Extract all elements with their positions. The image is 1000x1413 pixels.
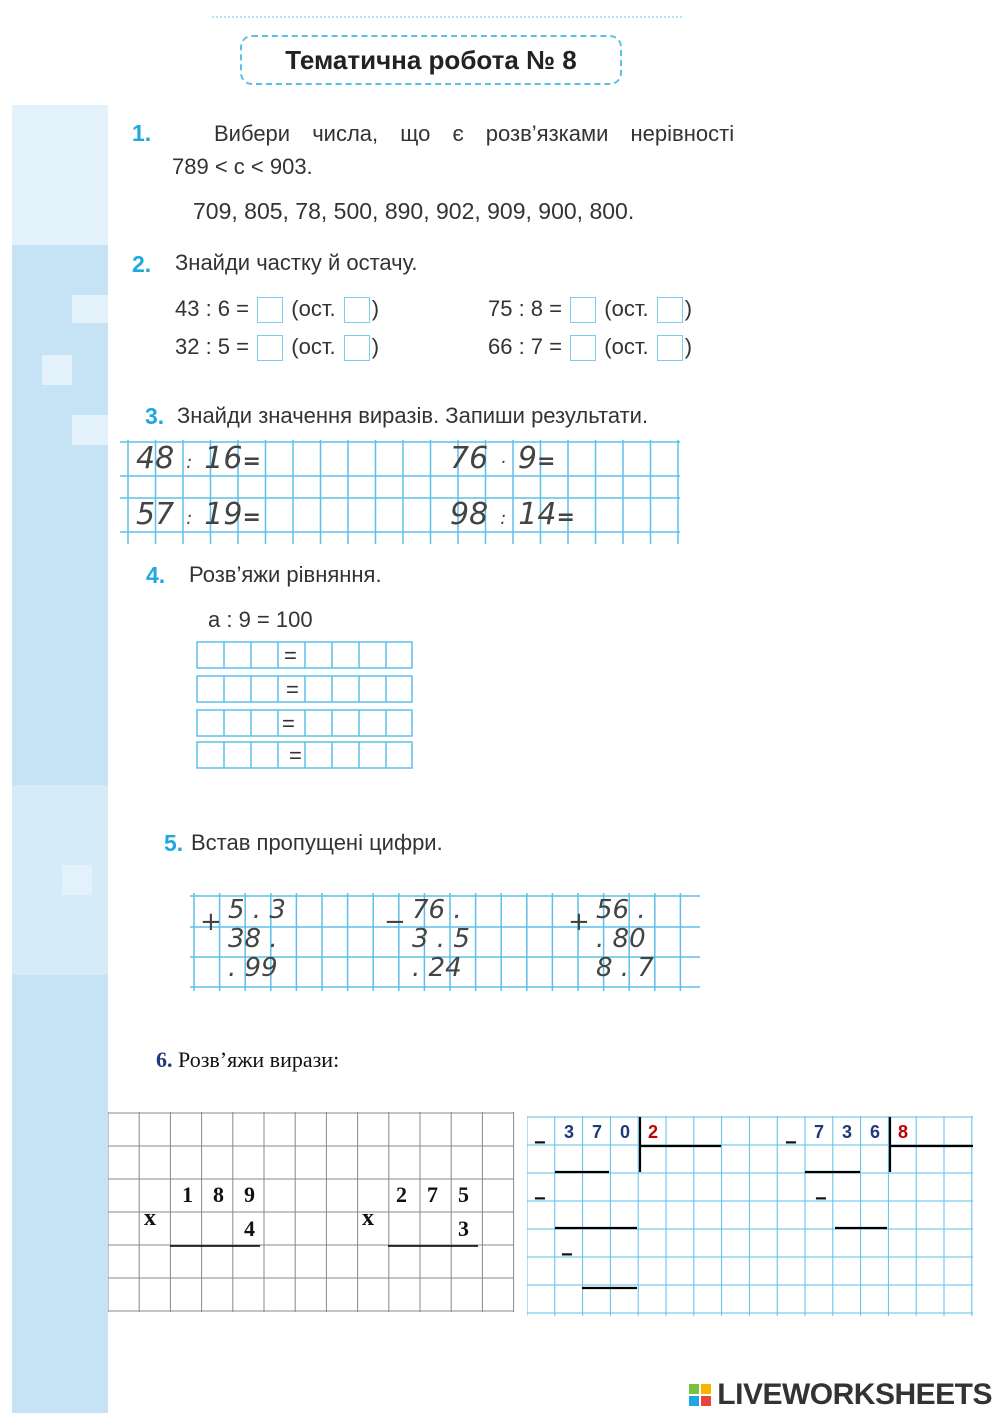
digit: 6 <box>869 1122 880 1142</box>
task1-number: 1. <box>132 120 152 146</box>
operand-b: 14 <box>518 497 557 532</box>
divisor: 2 <box>647 1122 658 1142</box>
operand-a: 76 <box>450 441 489 476</box>
remainder-box[interactable] <box>344 297 370 323</box>
task5-col2 <box>384 896 470 983</box>
digit: 5 <box>458 1182 469 1207</box>
expr: 75 : 8 = <box>488 296 563 321</box>
operator: · <box>500 452 506 473</box>
row2: . 80 <box>596 924 646 954</box>
plus-sign: + <box>200 907 222 937</box>
rem-open: (ост. <box>604 334 649 359</box>
div2-digits <box>805 1122 917 1143</box>
task1-inequality: 789 < c < 903. <box>172 154 313 179</box>
task3-expr3 <box>136 497 261 532</box>
operand-a: 57 <box>136 497 175 532</box>
div1-digits <box>555 1122 667 1143</box>
task3-number: 3. <box>145 403 165 429</box>
rem-close: ) <box>371 296 380 321</box>
brand-logo <box>689 1378 992 1412</box>
task6-mult-grid <box>108 1112 518 1314</box>
task5-text: Встав пропущені цифри. <box>191 830 443 855</box>
task2-row1-right <box>488 296 692 323</box>
task5-number: 5. <box>164 830 184 856</box>
rem-close: ) <box>371 334 380 359</box>
task3-expr1 <box>136 441 261 476</box>
top-dotted-rule <box>212 16 682 18</box>
row3: . 99 <box>228 953 278 983</box>
liveworksheets-icon <box>689 1384 711 1406</box>
row2: 3 . 5 <box>412 924 470 954</box>
rem-close: ) <box>684 334 693 359</box>
operand-a: 48 <box>136 441 175 476</box>
minus-sign: − <box>384 907 406 937</box>
operand-b: 9 <box>517 441 538 476</box>
row1: 56 . <box>596 895 646 925</box>
rem-open: (ост. <box>291 334 336 359</box>
mult2-top <box>386 1182 482 1208</box>
digit: 1 <box>182 1182 193 1207</box>
task4-number: 4. <box>146 562 166 588</box>
digit: 3 <box>841 1122 852 1142</box>
task5-col1 <box>200 896 286 983</box>
divisor: 8 <box>897 1122 908 1142</box>
task5-col3 <box>568 896 654 983</box>
row3: 8 . 7 <box>596 953 654 983</box>
mult2-bottom: 3 <box>458 1216 469 1241</box>
task6-heading <box>156 1047 339 1073</box>
equals: = <box>537 449 556 474</box>
digit: 7 <box>427 1182 438 1207</box>
div2-minus-2: − <box>815 1188 827 1210</box>
equals: = <box>242 505 261 530</box>
row2: 38 . <box>228 924 278 954</box>
task2-row2-left <box>175 334 379 361</box>
row1: 5 . 3 <box>228 895 286 925</box>
remainder-box[interactable] <box>344 335 370 361</box>
digit: 8 <box>213 1182 224 1207</box>
task2-number: 2. <box>132 251 152 277</box>
rem-open: (ост. <box>604 296 649 321</box>
remainder-box[interactable] <box>657 335 683 361</box>
task1-numbers: 709, 805, 78, 500, 890, 902, 909, 900, 800. <box>193 198 635 224</box>
task4-text: Розв’яжи рівняння. <box>189 562 382 587</box>
digit: 7 <box>813 1122 824 1142</box>
digit: 9 <box>244 1182 255 1207</box>
div1-minus-2: − <box>534 1188 546 1210</box>
div2-minus-1: − <box>785 1132 797 1154</box>
task4-eq-sign-4: = <box>289 743 302 768</box>
digit: 2 <box>396 1182 407 1207</box>
decorative-side-strip <box>12 105 108 1413</box>
operand-a: 98 <box>450 497 489 532</box>
operator: : <box>186 508 193 529</box>
task4-grid <box>196 640 416 772</box>
mult2-op: x <box>362 1205 374 1231</box>
equals: = <box>242 449 261 474</box>
task6-number: 6. <box>156 1047 173 1072</box>
expr: 32 : 5 = <box>175 334 250 359</box>
expr: 66 : 7 = <box>488 334 563 359</box>
digit: 0 <box>619 1122 630 1142</box>
equals: = <box>556 505 575 530</box>
mult1-op: x <box>144 1205 156 1231</box>
task1-text: Вибери числа, що є розв’язками нерівності <box>214 121 735 146</box>
operand-b: 16 <box>204 441 243 476</box>
task2-row1-left <box>175 296 379 323</box>
task3-text: Знайди значення виразів. Запиши результати. <box>177 403 649 428</box>
operand-b: 19 <box>204 497 243 532</box>
digit: 7 <box>591 1122 602 1142</box>
task3-expr4 <box>450 497 575 532</box>
row3: . 24 <box>412 953 462 983</box>
rem-open: (ост. <box>291 296 336 321</box>
answer-box[interactable] <box>257 297 283 323</box>
expr: 43 : 6 = <box>175 296 250 321</box>
answer-box[interactable] <box>257 335 283 361</box>
task3-expr2 <box>450 441 555 476</box>
answer-box[interactable] <box>570 335 596 361</box>
task2-row2-right <box>488 334 692 361</box>
mult1-bottom: 4 <box>244 1216 255 1241</box>
task6-div-grid <box>527 1116 975 1318</box>
div1-minus-1: − <box>534 1132 546 1154</box>
page-title: Тематична робота № 8 <box>240 35 622 85</box>
task2-text: Знайди частку й остачу. <box>175 250 418 275</box>
remainder-box[interactable] <box>657 297 683 323</box>
task4-eq-sign-1: = <box>284 643 297 668</box>
mult1-top <box>172 1182 268 1208</box>
rem-close: ) <box>684 296 693 321</box>
task6-text: Розв’яжи вирази: <box>178 1047 340 1072</box>
brand-name: LIVEWORKSHEETS <box>717 1378 992 1411</box>
plus-sign: + <box>568 907 590 937</box>
task4-eq-sign-2: = <box>286 677 299 702</box>
row1: 76 . <box>412 895 462 925</box>
div1-minus-3: − <box>561 1244 573 1266</box>
digit: 3 <box>563 1122 574 1142</box>
task4-equation: a : 9 = 100 <box>208 607 313 632</box>
operator: : <box>186 452 193 473</box>
task4-eq-sign-3: = <box>282 711 295 736</box>
answer-box[interactable] <box>570 297 596 323</box>
operator: : <box>500 508 507 529</box>
